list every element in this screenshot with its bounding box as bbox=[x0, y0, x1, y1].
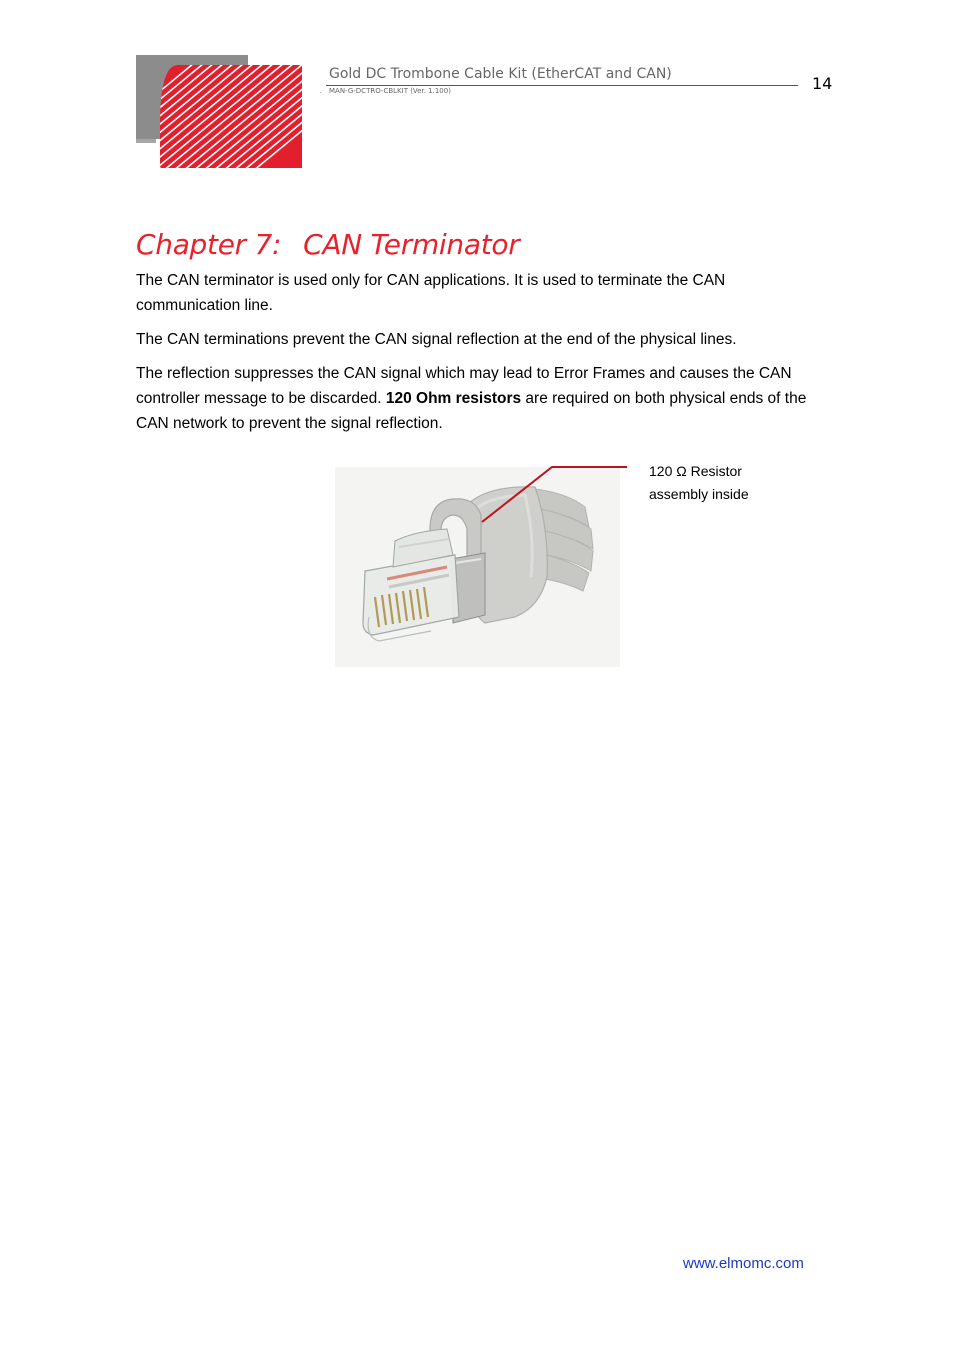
resistor-callout bbox=[649, 460, 789, 506]
resistor-callout-line2: assembly inside bbox=[649, 486, 749, 502]
resistor-callout-line1: 120 Ω Resistor bbox=[649, 463, 742, 479]
paragraph-reflection-end: are required on both physical ends of the CAN network to prevent the signal reflection. bbox=[136, 390, 807, 432]
can-terminator-photo bbox=[335, 467, 620, 667]
paragraph-usage: The CAN terminator is used only for CAN applications. It is used to terminate the CAN communication line. bbox=[136, 272, 726, 314]
page-number: 14 bbox=[812, 74, 833, 93]
chapter-label: Chapter 7: bbox=[136, 228, 282, 261]
header-rule bbox=[326, 85, 798, 86]
paragraph-termination: The CAN terminations prevent the CAN signal reflection at the end of the physical lines. bbox=[136, 331, 737, 348]
chapter-heading bbox=[136, 228, 519, 261]
paragraph-reflection bbox=[136, 361, 816, 436]
footer-website-link[interactable]: www.elmomc.com bbox=[683, 1255, 804, 1272]
header-title: Gold DC Trombone Cable Kit (EtherCAT and CAN) bbox=[329, 66, 672, 82]
header-bullet: · bbox=[319, 88, 322, 97]
header-doc-code: MAN-G-DCTRO-CBLKIT (Ver. 1.100) bbox=[329, 87, 451, 95]
paragraph-reflection-start: The reflection suppresses the CAN signal which may lead to Error Frames and causes the CAN controller message to be discarded. bbox=[136, 365, 792, 407]
elmo-logo bbox=[136, 55, 306, 171]
resistor-emphasis: 120 Ohm resistors bbox=[385, 390, 522, 407]
chapter-title: CAN Terminator bbox=[303, 228, 520, 261]
